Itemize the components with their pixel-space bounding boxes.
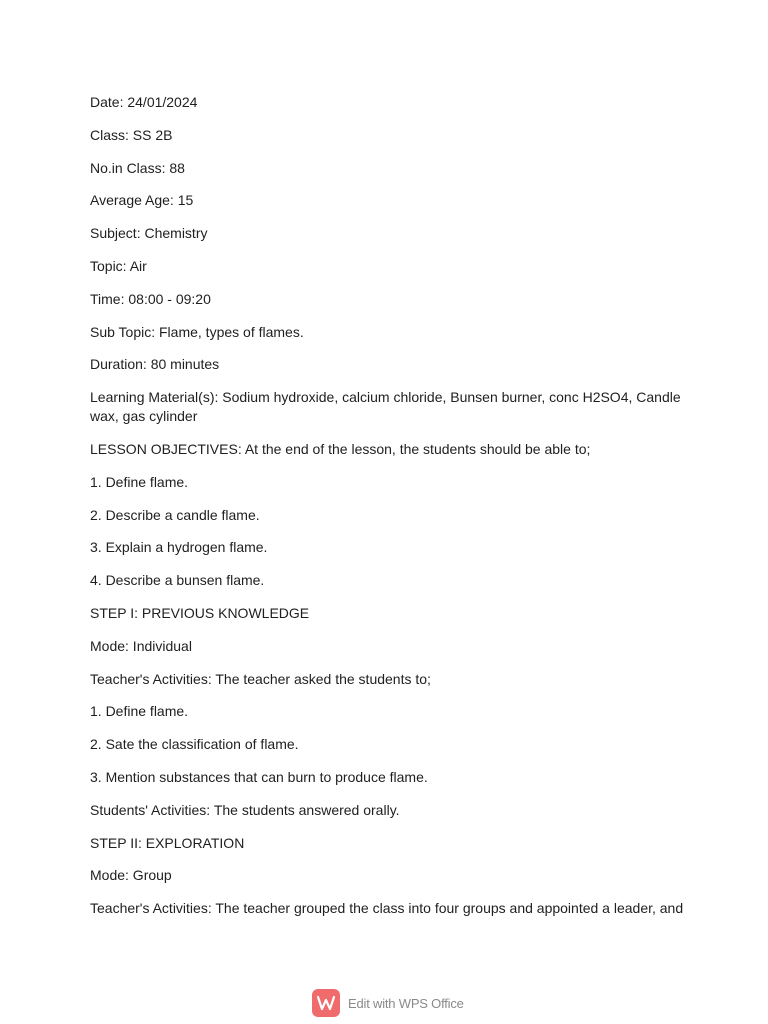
activity-item: 2. Sate the classification of flame. xyxy=(90,736,299,753)
average-age-line: Average Age: 15 xyxy=(90,192,194,209)
activity-item: 1. Define flame. xyxy=(90,703,189,720)
class-size-line: No.in Class: 88 xyxy=(90,159,185,176)
students-activities-line: Students' Activities: The students answered orally. xyxy=(90,801,400,818)
wps-edit-label[interactable]: Edit with WPS Office xyxy=(348,995,464,1011)
date-line: Date: 24/01/2024 xyxy=(90,94,198,110)
wps-edit-banner[interactable] xyxy=(312,988,464,1018)
objective-item: 4. Describe a bunsen flame. xyxy=(90,572,265,589)
lesson-objectives-heading: LESSON OBJECTIVES: At the end of the lesson, the students should be able to; xyxy=(90,440,591,457)
document-body xyxy=(90,93,690,932)
mode-line: Mode: Individual xyxy=(90,637,192,654)
sub-topic-line: Sub Topic: Flame, types of flames. xyxy=(90,323,304,340)
duration-line: Duration: 80 minutes xyxy=(90,356,220,373)
teacher-activities-line: Teacher's Activities: The teacher asked the students to; xyxy=(90,670,431,687)
learning-materials-line: Learning Material(s): Sodium hydroxide, calcium chloride, Bunsen burner, conc H2SO4, Candle wax, gas cylinder xyxy=(90,389,685,425)
activity-item: 3. Mention substances that can burn to produce flame. xyxy=(90,768,428,785)
time-line: Time: 08:00 - 09:20 xyxy=(90,290,211,307)
objective-item: 1. Define flame. xyxy=(90,473,189,490)
teacher-activities-line: Teacher's Activities: The teacher grouped the class into four groups and appointed a leader, and xyxy=(90,900,684,917)
objective-item: 3. Explain a hydrogen flame. xyxy=(90,539,268,556)
mode-line: Mode: Group xyxy=(90,867,172,884)
wps-logo-icon xyxy=(312,989,340,1017)
class-line: Class: SS 2B xyxy=(90,126,173,143)
objective-item: 2. Describe a candle flame. xyxy=(90,506,260,523)
step-one-heading: STEP I: PREVIOUS KNOWLEDGE xyxy=(90,604,310,621)
subject-line: Subject: Chemistry xyxy=(90,225,208,242)
topic-line: Topic: Air xyxy=(90,257,147,274)
step-two-heading: STEP II: EXPLORATION xyxy=(90,834,245,851)
